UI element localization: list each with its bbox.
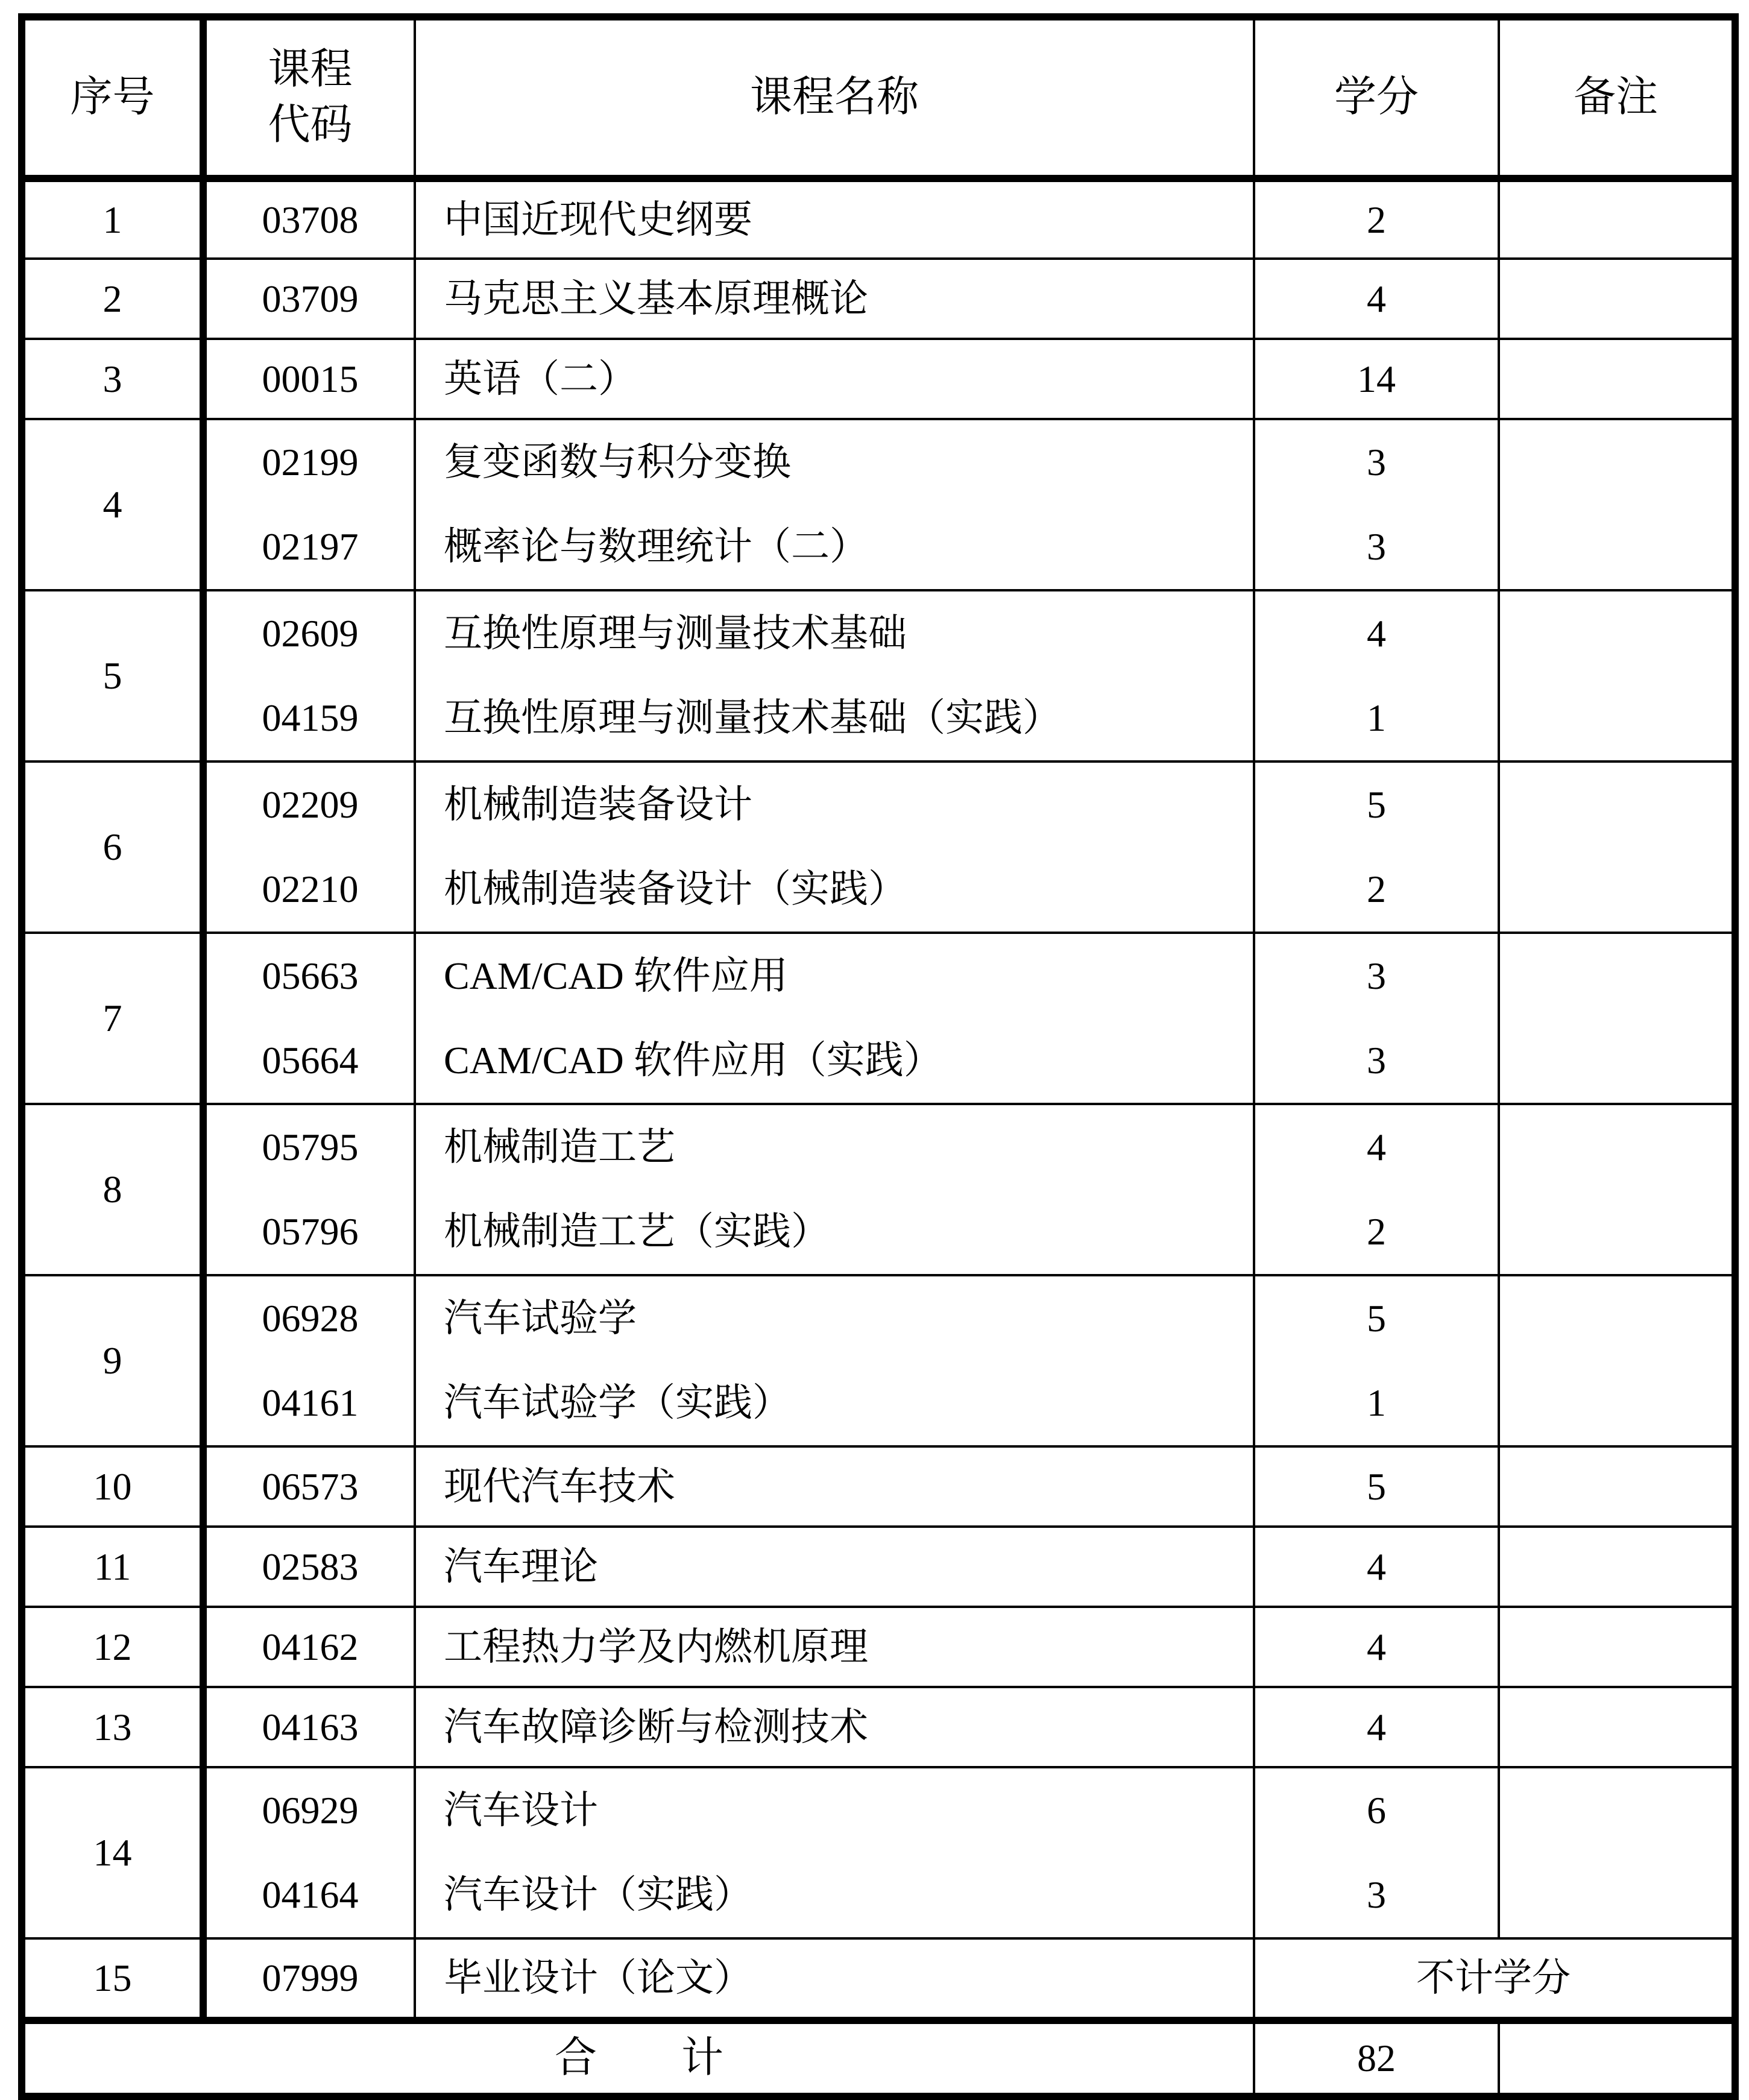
credit-cell [1254,1767,1499,1938]
seq-cell: 3 [22,339,203,419]
course-credit: 4 [1367,1126,1386,1168]
no-credit-note: 不计学分 [1254,1938,1735,2020]
course-row [22,339,1735,419]
name-cell: 汽车理论 [415,1527,1254,1607]
code-cell: 06573 [203,1446,415,1527]
course-row [22,1446,1735,1527]
remark-cell [1499,419,1735,590]
course-name: 机械制造工艺（实践） [444,1210,830,1253]
code-cell [203,419,415,590]
code-cell: 03708 [203,178,415,259]
col-header-remark: 备注 [1499,17,1735,178]
course-code: 02609 [262,612,359,655]
course-credit: 1 [1367,1381,1386,1424]
course-row [22,259,1735,339]
code-cell [203,933,415,1104]
header-row [22,17,1735,178]
seq-cell: 11 [22,1527,203,1607]
course-row [22,933,1735,1104]
course-code: 06928 [262,1297,359,1340]
total-row [22,2020,1735,2096]
code-cell [203,590,415,761]
course-code: 02210 [262,868,359,910]
course-row [22,1527,1735,1607]
name-cell: 工程热力学及内燃机原理 [415,1607,1254,1687]
seq-cell: 12 [22,1607,203,1687]
course-plan-table [18,13,1739,2100]
remark-cell [1499,590,1735,761]
col-header-seq: 序号 [22,17,203,178]
col-header-credit: 学分 [1254,17,1499,178]
course-row [22,1687,1735,1767]
remark-cell [1499,761,1735,933]
seq-cell: 4 [22,419,203,590]
credit-cell: 4 [1254,1527,1499,1607]
course-code: 06929 [262,1789,359,1832]
course-row [22,1104,1735,1275]
name-cell [415,590,1254,761]
course-name: 汽车设计（实践） [444,1873,752,1916]
credit-cell [1254,1104,1499,1275]
seq-cell: 7 [22,933,203,1104]
code-cell: 04162 [203,1607,415,1687]
seq-cell: 6 [22,761,203,933]
code-cell: 03709 [203,259,415,339]
course-name: 互换性原理与测量技术基础（实践） [444,696,1061,739]
name-cell [415,1767,1254,1938]
code-cell: 07999 [203,1938,415,2020]
course-credit: 3 [1367,1039,1386,1082]
course-name: CAM/CAD 软件应用（实践） [444,1039,942,1082]
remark-cell [1499,933,1735,1104]
course-row [22,178,1735,259]
name-cell: 现代汽车技术 [415,1446,1254,1527]
course-name: 汽车试验学 [444,1297,637,1340]
course-row [22,590,1735,761]
course-name: 复变函数与积分变换 [444,441,791,484]
course-credit: 6 [1367,1789,1386,1832]
seq-cell: 13 [22,1687,203,1767]
remark-cell [1499,1687,1735,1767]
course-code: 05796 [262,1210,359,1253]
seq-cell: 9 [22,1275,203,1446]
credit-cell: 4 [1254,259,1499,339]
remark-cell [1499,1607,1735,1687]
course-credit: 4 [1367,612,1386,655]
course-name: CAM/CAD 软件应用 [444,954,788,997]
seq-cell: 2 [22,259,203,339]
col-header-name: 课程名称 [415,17,1254,178]
course-code: 04161 [262,1381,359,1424]
credit-cell [1254,590,1499,761]
code-cell [203,1104,415,1275]
credit-cell: 4 [1254,1607,1499,1687]
course-name: 概率论与数理统计（二） [444,525,868,568]
remark-cell [1499,1527,1735,1607]
remark-cell [1499,1104,1735,1275]
course-code: 02209 [262,783,359,826]
credit-cell: 2 [1254,178,1499,259]
name-cell: 中国近现代史纲要 [415,178,1254,259]
credit-cell [1254,761,1499,933]
name-cell: 汽车故障诊断与检测技术 [415,1687,1254,1767]
course-credit: 3 [1367,954,1386,997]
name-cell [415,1275,1254,1446]
credit-cell [1254,419,1499,590]
name-cell: 马克思主义基本原理概论 [415,259,1254,339]
seq-cell: 15 [22,1938,203,2020]
course-code: 05795 [262,1126,359,1168]
course-credit: 2 [1367,868,1386,910]
course-row [22,1938,1735,2020]
course-credit: 3 [1367,441,1386,484]
code-cell [203,1275,415,1446]
course-code: 02199 [262,441,359,484]
course-code: 02197 [262,525,359,568]
seq-cell: 14 [22,1767,203,1938]
name-cell: 英语（二） [415,339,1254,419]
course-credit: 3 [1367,525,1386,568]
course-name: 汽车设计 [444,1789,598,1832]
course-code: 04159 [262,696,359,739]
code-cell [203,1767,415,1938]
remark-cell [1499,178,1735,259]
remark-cell [1499,339,1735,419]
code-cell [203,761,415,933]
remark-cell [1499,2020,1735,2096]
total-label: 合 计 [22,2020,1254,2096]
credit-cell [1254,1275,1499,1446]
course-code: 05664 [262,1039,359,1082]
remark-cell [1499,259,1735,339]
course-row [22,1767,1735,1938]
course-credit: 1 [1367,696,1386,739]
remark-cell [1499,1275,1735,1446]
course-name: 机械制造装备设计 [444,783,752,826]
course-row [22,1607,1735,1687]
course-code: 04164 [262,1873,359,1916]
remark-cell [1499,1446,1735,1527]
credit-cell [1254,933,1499,1104]
name-cell [415,1104,1254,1275]
name-cell [415,419,1254,590]
course-row [22,419,1735,590]
course-row [22,761,1735,933]
col-header-code-line2: 代码 [268,102,353,148]
col-header-code-line1: 课程 [268,46,353,93]
remark-cell [1499,1767,1735,1938]
course-name: 互换性原理与测量技术基础 [444,612,907,655]
seq-cell: 8 [22,1104,203,1275]
code-cell: 04163 [203,1687,415,1767]
course-credit: 2 [1367,1210,1386,1253]
seq-cell: 5 [22,590,203,761]
seq-cell: 10 [22,1446,203,1527]
course-name: 机械制造工艺 [444,1126,675,1168]
course-credit: 5 [1367,1297,1386,1340]
credit-cell: 14 [1254,339,1499,419]
course-code: 05663 [262,954,359,997]
course-credit: 3 [1367,1873,1386,1916]
name-cell [415,761,1254,933]
col-header-code-lines [207,42,414,154]
total-credits: 82 [1254,2020,1499,2096]
course-name: 机械制造装备设计（实践） [444,868,907,910]
course-row [22,1275,1735,1446]
seq-cell: 1 [22,178,203,259]
credit-cell: 4 [1254,1687,1499,1767]
col-header-code [203,17,415,178]
credit-cell: 5 [1254,1446,1499,1527]
course-name: 汽车试验学（实践） [444,1381,791,1424]
code-cell: 00015 [203,339,415,419]
code-cell: 02583 [203,1527,415,1607]
course-credit: 5 [1367,783,1386,826]
name-cell [415,933,1254,1104]
name-cell: 毕业设计（论文） [415,1938,1254,2020]
